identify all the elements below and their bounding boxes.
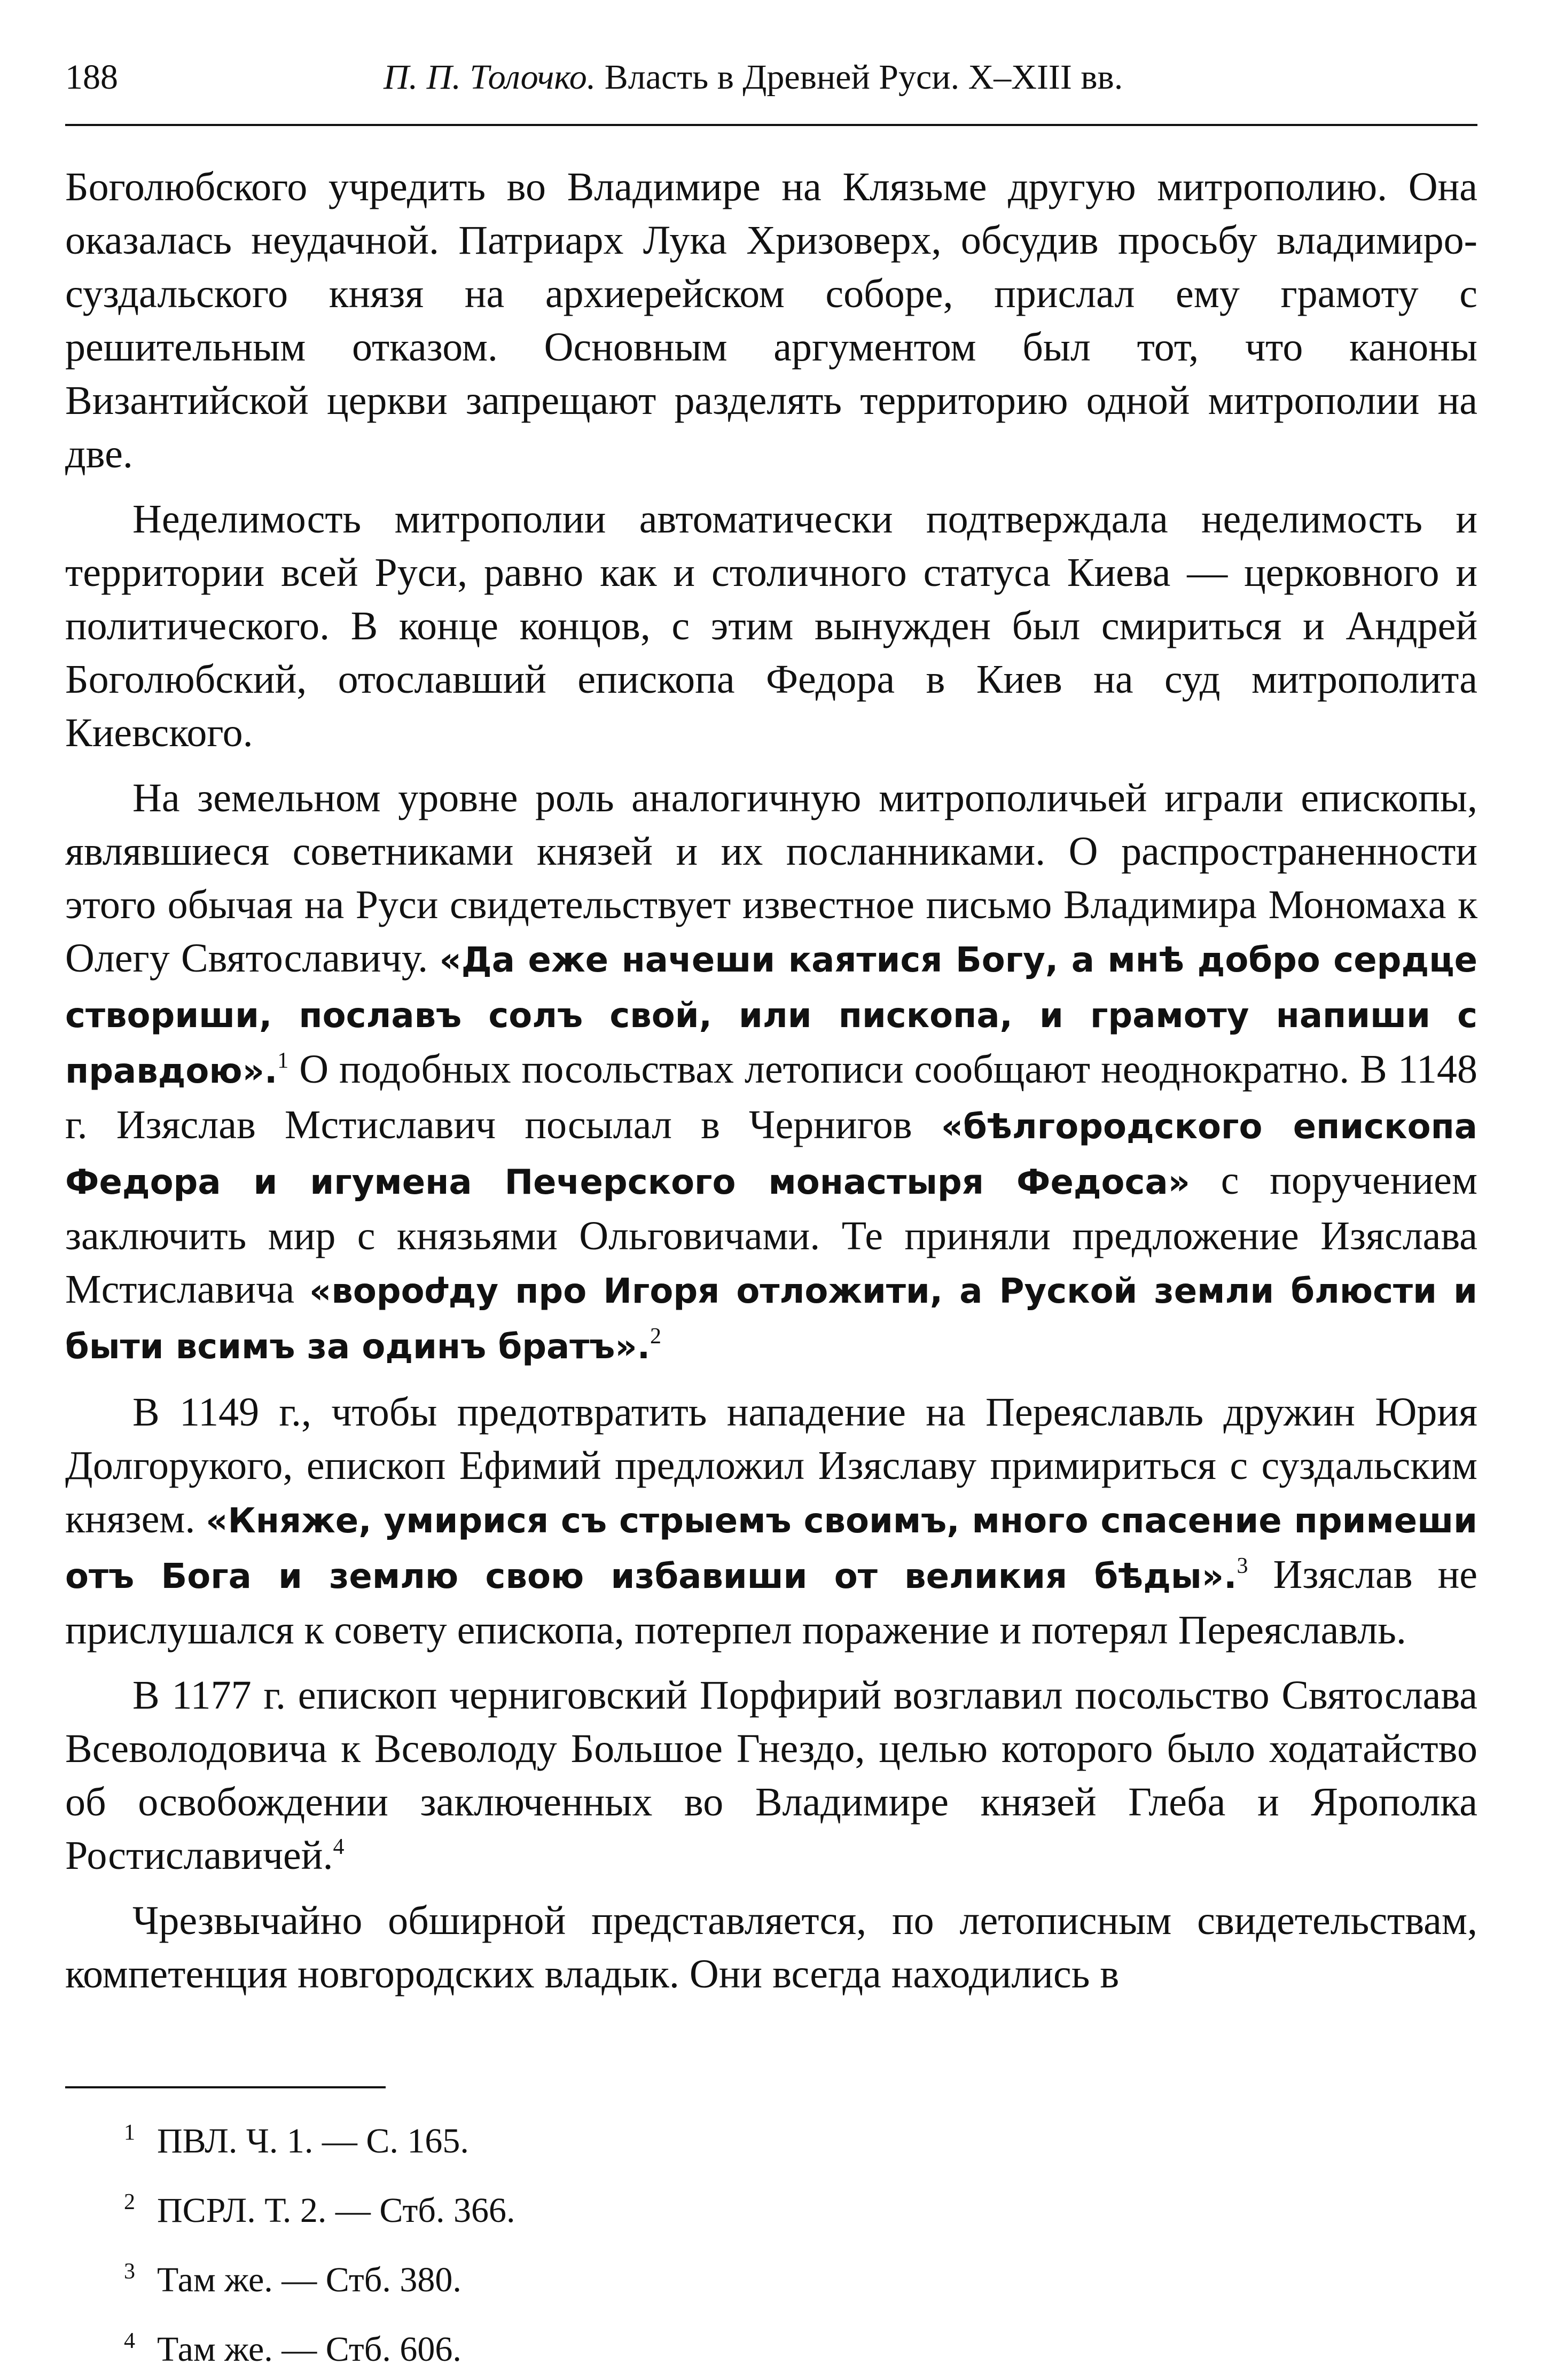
paragraph-text: Неделимость митрополии автоматически подтверждала неделимость и территории всей Руси, равно как и столичного статуса Киева — церковного и политического. В конце концов, с этим вынужден был смириться и Андрей Боголюбский, отославший епископа Федора в Киев на суд митрополита Киевского. <box>65 497 1477 755</box>
paragraph <box>65 1669 1477 1882</box>
paragraph-text: На земельном уровне роль аналогичную митрополичьей играли епископы, являвшиеся советниками князей и их посланниками. О распространенности этого обычая на Руси свидетельствует известное письмо Владимира Мономаха к Олегу Святославичу. <box>65 776 1477 981</box>
footnote <box>124 2172 1352 2241</box>
header-rule <box>65 124 1477 126</box>
paragraph-text: с поручением заключить мир с князьями Ольговичами. Те приняли предложение Изяслава Мстиславича <box>65 1158 1478 1312</box>
paragraph-text: Боголюбского учредить во Владимире на Клязьме другую митрополию. Она оказалась неудачной. Патриарх Лука Хризоверх, обсудив просьбу владимиро-суздальского князя на архиерейском соборе, прислал ему грамоту с решительным отказом. Основным аргументом был тот, что каноны Византийской церкви запрещают разделять территорию одной митрополии на две. <box>65 165 1477 476</box>
footnote-text: ПВЛ. Ч. 1. — С. 165. <box>157 2121 469 2160</box>
running-title-book: Власть в Древней Руси. X–XIII вв. <box>604 58 1123 97</box>
footnote-text: Там же. — Стб. 606. <box>157 2330 461 2369</box>
footnote-mark: 4 <box>124 2329 135 2353</box>
paragraph <box>65 1894 1477 2001</box>
chronicle-quote: «Да еже начеши каятися Богу, а мнѣ добро сердце створиши, пославъ солъ свой, или пископа, и грамоту напиши с правдою». <box>65 941 1477 1091</box>
running-title-author: П. П. Толочко. <box>384 58 596 97</box>
footnote-ref: 4 <box>333 1835 345 1859</box>
running-title <box>384 51 1123 104</box>
paragraph <box>65 160 1477 481</box>
paragraph-text: О подобных посольствах летописи сообщают неоднократно. В 1148 г. Изяслав Мстиславич посылал в Чернигов <box>65 1047 1477 1147</box>
paragraph <box>65 1385 1477 1657</box>
footnote-ref: 1 <box>277 1048 289 1073</box>
paragraph-text: В 1149 г., чтобы предотвратить нападение на Переяславль дружин Юрия Долгорукого, епископ Ефимий предложил Изяславу примириться с суздальским князем. <box>65 1390 1477 1541</box>
paragraph-text: Чрезвычайно обширной представляется, по летописным свидетельствам, компетенция новгородских владык. Они всегда находились в <box>65 1898 1477 1997</box>
footnote-text: ПСРЛ. Т. 2. — Стб. 366. <box>157 2191 515 2230</box>
chronicle-quote: «бѣлгородского епископа Федора и игумена Печерского монастыря Федоса» <box>65 1107 1477 1202</box>
paragraph <box>65 771 1477 1374</box>
running-header <box>65 51 1477 126</box>
footnote-rule <box>65 2086 386 2088</box>
footnote-mark: 2 <box>124 2190 135 2214</box>
chronicle-quote: «Княже, умирися съ стрыемъ своимъ, много спасение примеши отъ Бога и землю свою избавиши от великия бѣды». <box>65 1501 1478 1596</box>
page-number: 188 <box>65 58 118 97</box>
footnote <box>124 2102 1352 2172</box>
footnotes <box>124 2102 1352 2380</box>
footnote-mark: 1 <box>124 2120 135 2145</box>
footnote-mark: 3 <box>124 2259 135 2284</box>
footnote-text: Там же. — Стб. 380. <box>157 2260 461 2299</box>
footnote <box>124 2311 1352 2380</box>
main-text <box>65 160 1477 2013</box>
chronicle-quote: «вороժду про Игоря отложити, а Руской земли блюсти и быти всимъ за одинъ братъ». <box>65 1272 1477 1367</box>
paragraph-text: Изяслав не прислушался к совету епископа, потерпел поражение и потерял Переяславль. <box>65 1552 1477 1653</box>
footnote-ref: 2 <box>650 1324 662 1349</box>
footnote <box>124 2241 1352 2311</box>
paragraph <box>65 492 1477 760</box>
footnote-ref: 3 <box>1237 1554 1248 1578</box>
paragraph-text: В 1177 г. епископ черниговский Порфирий возглавил посольство Святослава Всеволодовича к Всеволоду Большое Гнездо, целью которого было ходатайство об освобождении заключенных во Владимире князей Глеба и Ярополка Ростиславичей. <box>65 1673 1477 1878</box>
